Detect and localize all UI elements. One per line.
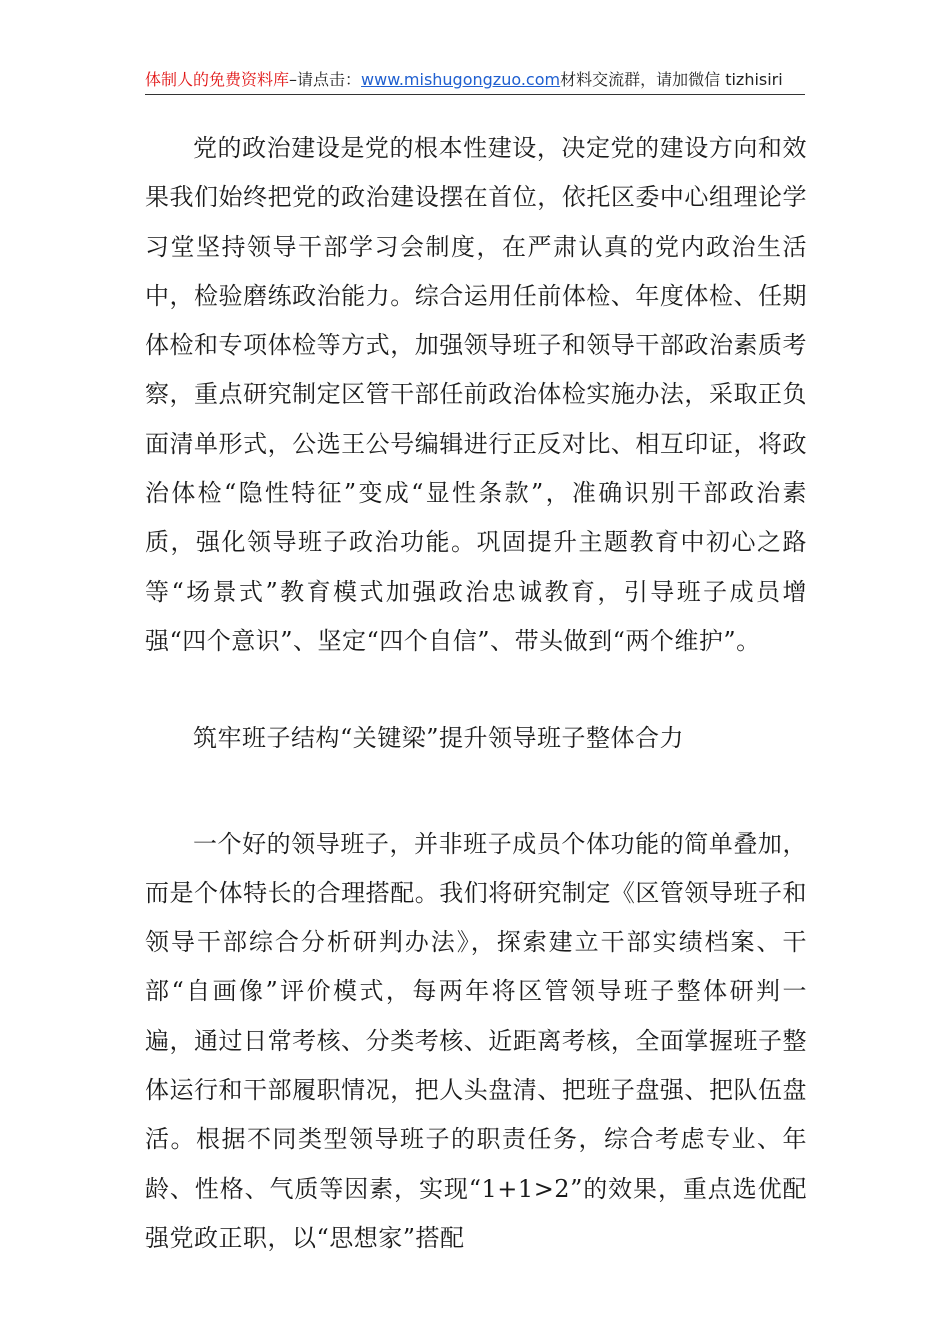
page-header [145,68,805,95]
header-prompt: –请点击： [289,70,362,89]
header-contact: 材料交流群，请加微信 tizhisiri [560,70,783,89]
document-body [145,124,807,1263]
header-brand: 体制人的免费资料库 [145,70,290,89]
header-website-link[interactable]: www.mishugongzuo.com [361,70,561,89]
paragraph-political-construction: 党的政治建设是党的根本性建设，决定党的建设方向和效果我们始终把党的政治建设摆在首位，依托区委中心组理论学习堂坚持领导干部学习会制度，在严肃认真的党内政治生活中，检验磨练政治能力。综合运用任前体检、年度体检、任期体检和专项体检等方式，加强领导班子和领导干部政治素质考察，重点研究制定区管干部任前政治体检实施办法，采取正负面清单形式，公选王公号编辑进行正反对比、相互印证，将政治体检“隐性特征”变成“显性条款”，准确识别干部政治素质，强化领导班子政治功能。巩固提升主题教育中初心之路等“场景式”教育模式加强政治忠诚教育，引导班子成员增强“四个意识”、坚定“四个自信”、带头做到“两个维护”。 [145,134,807,655]
section-heading: 筑牢班子结构“关键梁”提升领导班子整体合力 [193,724,685,753]
paragraph-team-structure: 一个好的领导班子，并非班子成员个体功能的简单叠加，而是个体特长的合理搭配。我们将研究制定《区管领导班子和领导干部综合分析研判办法》，探索建立干部实绩档案、干部“自画像”评价模式，每两年将区管领导班子整体研判一遍，通过日常考核、分类考核、近距离考核，全面掌握班子整体运行和干部履职情况，把人头盘清、把班子盘强、把队伍盘活。根据不同类型领导班子的职责任务，综合考虑专业、年龄、性格、气质等因素，实现“1+1>2”的效果，重点选优配强党政正职，以“思想家”搭配 [145,829,807,1252]
